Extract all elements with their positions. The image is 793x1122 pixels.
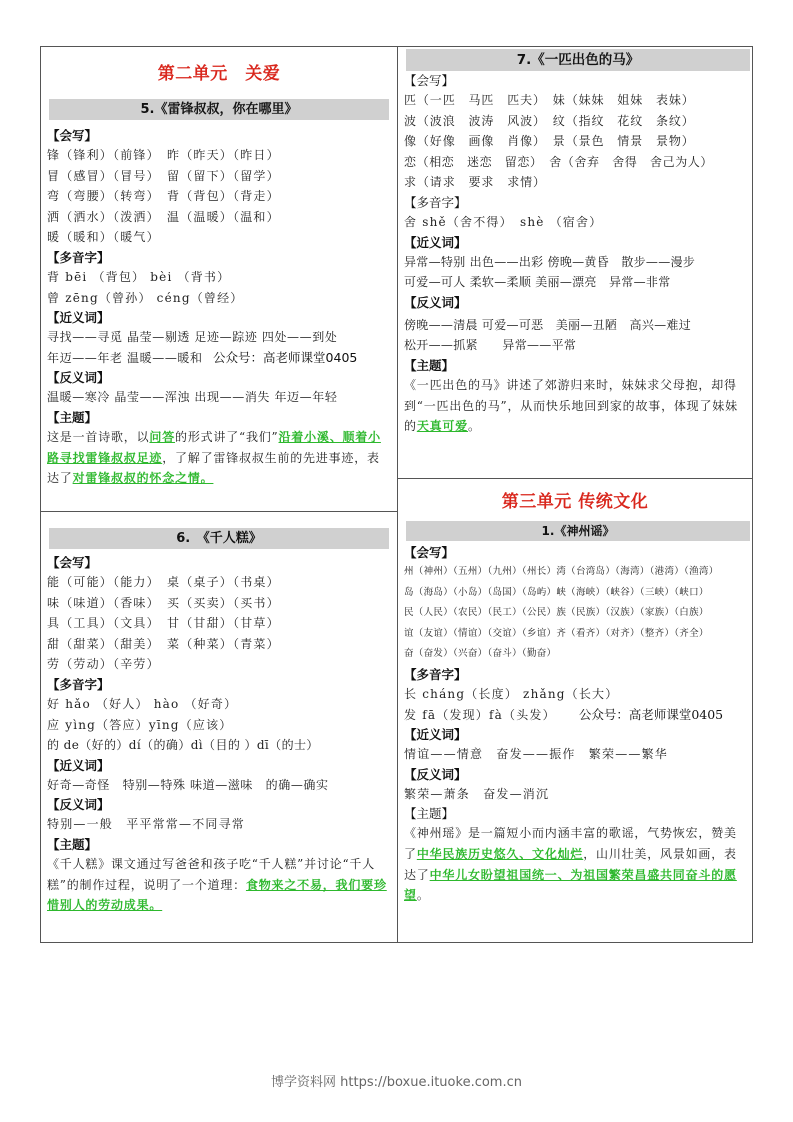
lesson6-syn-label: 【近义词】 [47,757,110,773]
unit2-title: 第二单元 关爱 [157,64,281,84]
theme-highlight: 对雷锋叔叔的怀念之情。 [72,471,214,486]
lesson7-write-line: 匹（一匹 马匹 匹夫） 妹（妹妹 姐妹 表妹） [404,93,695,107]
lesson6-write-line: 具（工具）（文具） 甘（甘甜）（甘草） [47,616,280,631]
lesson6-ant-line: 特别—一般 平平常常—不同寻常 [47,817,246,832]
lesson5-ant-line: 温暖—寒冷 晶莹——浑浊 出现——消失 年迈—年轻 [47,390,338,405]
unit3-lesson1-poly-line: 长 cháng（长度） zhǎng（长大） [404,686,619,701]
lesson6-theme [47,854,391,916]
lesson5-theme [47,427,391,489]
lesson5-card [40,46,398,512]
lesson6-card [40,511,398,943]
lesson7-syn-line: 可爱—可人 柔软—柔顺 美丽—漂亮 异常—非常 [404,275,671,290]
lesson5-write-line: 暖（暖和）（暖气） [47,230,160,245]
lesson6-write-label: 【会写】 [47,555,98,570]
unit3-lesson1-card [397,478,753,943]
lesson7-write-line: 恋（相恋 迷恋 留恋） 舍（舍弃 舍得 舍己为人） [404,154,714,169]
lesson5-poly-line: 曾 zēng（曾孙） céng（曾经） [47,290,244,305]
lesson7-write-line: 像（好像 画像 肖像） 景（景色 情景 景物） [404,134,695,149]
lesson7-write-label: 【会写】 [404,73,455,88]
theme-text: 的形式讲了“我们” [175,429,279,444]
lesson5-write-line: 弯（弯腰）（转弯） 背（背包）（背走） [47,189,280,204]
unit3-lesson1-ant-label: 【反义词】 [404,766,467,782]
lesson7-ant-label: 【反义词】 [404,294,467,310]
lesson6-poly-line: 的 de（好的）dí（的确）dì（目的 ）dī（的士） [47,738,319,753]
unit3-lesson1-write-line: 奋（奋发）（兴奋）（奋斗）（勤奋） [404,648,557,660]
lesson5-syn-text: 年迈——年老 温暖——暖和 [47,350,203,365]
watermark-text: 公众号：高老师课堂0405 [213,349,358,365]
lesson7-syn-line: 异常—特别 出色——出彩 傍晚—黄昏 散步——漫步 [404,254,696,269]
lesson6-poly-line: 好 hǎo （好人） hào （好奇） [47,696,238,711]
unit3-lesson1-write-line: 谊（友谊）（情谊）（交谊）（乡谊）齐（看齐）（对齐）（整齐）（齐全） [404,627,709,639]
theme-text: 《千人糕》课文通过写爸爸和孩子吃“千人糕”并讨论“千人糕”的制作过程，说明了一个道理： [47,856,376,892]
theme-highlight: 问答 [149,429,176,444]
lesson5-syn-label: 【近义词】 [47,310,110,326]
lesson7-write-line: 波（波浪 波涛 风波） 纹（指纹 花纹 条纹） [404,113,695,128]
lesson6-poly-label: 【多音字】 [47,676,110,692]
lesson6-write-line: 甜（甜菜）（甜美） 菜（种菜）（青菜） [47,636,280,651]
lesson5-syn-line: 寻找——寻觅 晶莹—剔透 足迹—踪迹 四处——到处 [47,330,338,345]
footer-source: 博学资料网 https://boxue.ituoke.com.cn [271,1075,522,1090]
lesson6-title: 6. 《千人糕》 [49,528,389,549]
lesson7-poly-line: 舍 shě（舍不得） shè （宿舍） [404,214,603,229]
unit3-lesson1-ant-line: 繁荣—萧条 奋发—消沉 [404,786,550,801]
lesson5-syn-line [47,348,391,369]
theme-highlight: 食物来之不易，我们要珍惜别人的劳动成果。 [47,877,387,913]
lesson5-title: 5.《雷锋叔叔，你在哪里》 [49,99,389,120]
unit3-title: 第三单元 传统文化 [501,492,649,512]
lesson5-write-label: 【会写】 [47,128,98,143]
lesson6-write-line: 劳（劳动）（辛劳） [47,657,160,672]
lesson7-theme-label: 【主题】 [404,357,455,373]
lesson7-ant-line: 傍晚——清晨 可爱—可恶 美丽—丑陋 高兴—难过 [404,317,692,332]
lesson7-ant-line: 松开——抓紧 异常——平常 [404,338,577,353]
theme-text: 。 [416,888,430,903]
lesson7-syn-label: 【近义词】 [404,234,467,250]
theme-text: 。 [468,419,481,434]
unit3-lesson1-title: 1.《神州谣》 [406,521,750,541]
theme-text: 《一匹出色的马》讲述了郊游归来时，妹妹求父母抱，却得到“一匹出色的马”，从而快乐地回到家的故事，体现了妹妹的 [404,377,738,434]
lesson5-poly-label: 【多音字】 [47,249,110,265]
unit3-lesson1-poly-line [404,705,746,726]
watermark-text: 公众号：高老师课堂0405 [578,706,724,722]
unit3-lesson1-write-line: 岛（海岛）（小岛）（岛国）（岛屿）峡（海峡）（峡谷）（三峡）（峡口） [404,586,709,598]
lesson7-theme [404,375,746,437]
lesson7-write-line: 求（请求 要求 求情） [404,175,546,190]
unit3-lesson1-write-label: 【会写】 [404,545,455,560]
unit3-lesson1-syn-label: 【近义词】 [404,727,467,743]
lesson5-write-line: 锋（锋利）（前锋） 昨（昨天）（昨日） [47,148,280,162]
lesson5-theme-label: 【主题】 [47,409,98,425]
lesson5-write-line: 洒（洒水）（泼洒） 温（温暖）（温和） [47,209,280,224]
lesson7-card [397,46,753,479]
lesson6-write-line: 味（味道）（香味） 买（买卖）（买书） [47,595,280,610]
unit3-lesson1-write-line: 民（人民）（农民）（民工）（公民）族（民族）（汉族）（家族）（白族） [404,607,709,619]
lesson6-ant-label: 【反义词】 [47,797,110,813]
unit3-poly-text: 发 fā（发现）fà（头发） [404,707,556,722]
unit3-lesson1-theme-label: 【主题】 [404,806,455,822]
lesson7-title: 7.《一匹出色的马》 [406,49,750,71]
lesson5-poly-line: 背 bēi （背包） bèi （背书） [47,269,231,284]
unit3-lesson1-write-line: 州（神州）（五州）（九州）（州长）湾（台湾岛）（海湾）（港湾）（渔湾） [404,566,719,577]
lesson6-write-line: 能（可能）（能力） 桌（桌子）（书桌） [47,575,280,589]
lesson5-ant-label: 【反义词】 [47,370,110,386]
theme-text: 《神州瑶》是一篇短小而内涵丰富的歌谣，气势恢宏，赞美了 [404,826,737,861]
lesson6-theme-label: 【主题】 [47,836,98,852]
lesson6-syn-line: 好奇—奇怪 特别—特殊 味道—滋味 的确—确实 [47,777,329,792]
theme-highlight: 中华民族历史悠久、文化灿烂 [416,846,584,861]
theme-text: 这是一首诗歌，以 [47,429,150,444]
lesson7-poly-label: 【多音字】 [404,194,467,210]
theme-highlight: 中华儿女盼望祖国统一、为祖国繁荣昌盛共同奋斗的愿望 [404,867,737,903]
lesson5-write-line: 冒（感冒）（冒号） 留（留下）（留学） [47,168,280,183]
theme-highlight: 天真可爱 [416,419,469,434]
theme-highlight: 沿着小溪、顺着小路寻找雷锋叔叔足迹 [47,429,381,465]
theme-text: ，了解了雷锋叔叔生前的先进事迹，表达了 [47,450,380,486]
unit3-lesson1-syn-line: 情谊——情意 奋发——振作 繁荣——繁华 [404,747,669,762]
unit3-lesson1-poly-label: 【多音字】 [404,666,467,682]
lesson6-poly-line: 应 yìng（答应）yīng（应该） [47,717,233,732]
theme-text: ，山川壮美，风景如画，表达了 [404,846,737,882]
unit3-lesson1-theme [404,823,746,905]
